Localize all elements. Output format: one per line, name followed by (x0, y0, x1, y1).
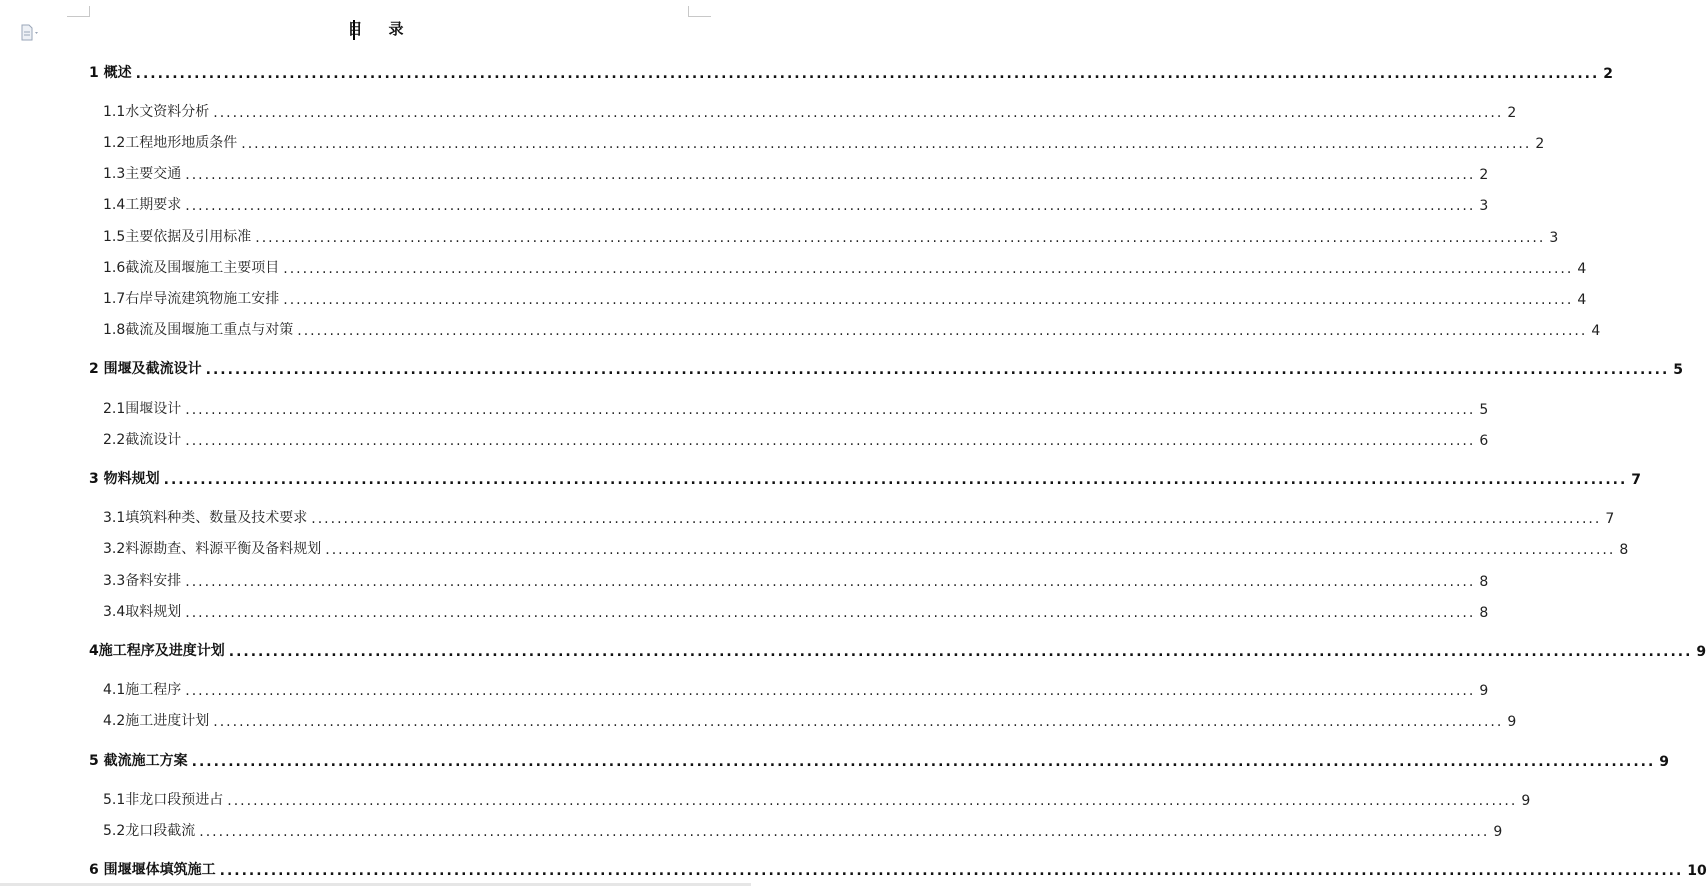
toc-leader-dots: ........................................................................................................................................................................................................ (205, 362, 1670, 378)
toc-section-entry[interactable] (0, 710, 1517, 730)
toc-page-number: 5 (1479, 402, 1489, 418)
toc-entry-label: 4.2施工进度计划 (103, 713, 210, 729)
toc-leader-dots: ........................................................................................................................................................................................................ (213, 714, 1504, 730)
toc-section-entry[interactable] (0, 789, 1531, 809)
toc-entry-label: 4.1施工程序 (103, 682, 182, 698)
toc-page-number: 3 (1549, 230, 1559, 246)
toc-section-entry[interactable] (0, 398, 1489, 418)
toc-page-number: 2 (1507, 105, 1517, 121)
toc-leader-dots: ........................................................................................................................................................................................................ (185, 167, 1476, 183)
toc-section-entry[interactable] (0, 601, 1489, 621)
toc-entry-label: 2.2截流设计 (103, 432, 182, 448)
toc-leader-dots: ........................................................................................................................................................................................................ (325, 542, 1616, 558)
toc-entry-label: 4施工程序及进度计划 (89, 643, 225, 659)
toc-entry-label: 1.4工期要求 (103, 197, 182, 213)
toc-entry-label: 5.1非龙口段预进占 (103, 792, 224, 808)
toc-section-entry[interactable] (0, 132, 1545, 152)
toc-page-number: 2 (1603, 66, 1614, 82)
toc-leader-dots: ........................................................................................................................................................................................................ (135, 66, 1600, 82)
page-title (0, 18, 751, 39)
toc-leader-dots: ........................................................................................................................................................................................................ (283, 292, 1574, 308)
toc-page-number: 2 (1535, 136, 1545, 152)
toc-leader-dots: ........................................................................................................................................................................................................ (191, 754, 1656, 770)
toc-entry-label: 1.5主要依据及引用标准 (103, 229, 252, 245)
toc-entry-label: 6 围堰堰体填筑施工 (89, 862, 216, 878)
toc-page-number: 5 (1673, 362, 1684, 378)
toc-section-entry[interactable] (0, 538, 1629, 558)
toc-page-number: 10 (1687, 863, 1707, 879)
toc-chapter-entry[interactable] (0, 640, 1707, 660)
toc-section-entry[interactable] (0, 288, 1587, 308)
title-char: 录 (388, 20, 404, 38)
toc-page-number: 9 (1507, 714, 1517, 730)
toc-section-entry[interactable] (0, 507, 1615, 527)
toc-page-number: 4 (1591, 323, 1601, 339)
toc-section-entry[interactable] (0, 679, 1489, 699)
toc-page-number: 6 (1479, 433, 1489, 449)
toc-leader-dots: ........................................................................................................................................................................................................ (228, 644, 1693, 660)
toc-chapter-entry[interactable] (0, 750, 1670, 770)
toc-leader-dots: ........................................................................................................................................................................................................ (185, 198, 1476, 214)
toc-page-number: 9 (1659, 754, 1670, 770)
toc-entry-label: 1.8截流及围堰施工重点与对策 (103, 322, 294, 338)
toc-section-entry[interactable] (0, 820, 1503, 840)
toc-page-number: 9 (1493, 824, 1503, 840)
toc-entry-label: 1.1水文资料分析 (103, 104, 210, 120)
toc-leader-dots: ........................................................................................................................................................................................................ (297, 323, 1588, 339)
toc-entry-label: 1.2工程地形地质条件 (103, 135, 238, 151)
toc-page-number: 9 (1521, 793, 1531, 809)
toc-page-number: 8 (1479, 605, 1489, 621)
toc-section-entry[interactable] (0, 319, 1601, 339)
toc-page-number: 8 (1619, 542, 1629, 558)
toc-entry-label: 2.1围堰设计 (103, 401, 182, 417)
toc-page-number: 7 (1631, 472, 1642, 488)
toc-page-number: 9 (1479, 683, 1489, 699)
toc-section-entry[interactable] (0, 194, 1489, 214)
toc-entry-label: 3.3备料安排 (103, 573, 182, 589)
toc-chapter-entry[interactable] (0, 62, 1614, 82)
toc-page-number: 2 (1479, 167, 1489, 183)
toc-leader-dots: ........................................................................................................................................................................................................ (283, 261, 1574, 277)
margin-corner-mark (688, 6, 711, 17)
toc-section-entry[interactable] (0, 163, 1489, 183)
toc-leader-dots: ........................................................................................................................................................................................................ (185, 605, 1476, 621)
toc-entry-label: 3.1填筑料种类、数量及技术要求 (103, 510, 308, 526)
toc-leader-dots: ........................................................................................................................................................................................................ (163, 472, 1628, 488)
toc-leader-dots: ........................................................................................................................................................................................................ (255, 230, 1546, 246)
toc-entry-label: 5.2龙口段截流 (103, 823, 196, 839)
toc-entry-label: 1.7右岸导流建筑物施工安排 (103, 291, 280, 307)
toc-leader-dots: ........................................................................................................................................................................................................ (213, 105, 1504, 121)
toc-leader-dots: ........................................................................................................................................................................................................ (227, 793, 1518, 809)
toc-leader-dots: ........................................................................................................................................................................................................ (185, 574, 1476, 590)
toc-entry-label: 5 截流施工方案 (89, 753, 188, 769)
toc-section-entry[interactable] (0, 570, 1489, 590)
toc-section-entry[interactable] (0, 429, 1489, 449)
toc-entry-label: 2 围堰及截流设计 (89, 361, 202, 377)
title-char: 目 (347, 20, 363, 38)
toc-chapter-entry[interactable] (0, 358, 1684, 378)
toc-entry-label: 1.3主要交通 (103, 166, 182, 182)
toc-entry-label: 3.2料源勘查、料源平衡及备料规划 (103, 541, 322, 557)
toc-leader-dots: ........................................................................................................................................................................................................ (199, 824, 1490, 840)
toc-page-number: 4 (1577, 292, 1587, 308)
toc-section-entry[interactable] (0, 226, 1559, 246)
toc-entry-label: 1 概述 (89, 65, 132, 81)
toc-section-entry[interactable] (0, 257, 1587, 277)
toc-chapter-entry[interactable] (0, 859, 1707, 879)
toc-leader-dots: ........................................................................................................................................................................................................ (311, 511, 1602, 527)
toc-page-number: 8 (1479, 574, 1489, 590)
toc-page-number: 7 (1605, 511, 1615, 527)
margin-corner-mark (67, 6, 90, 17)
toc-page-number: 4 (1577, 261, 1587, 277)
toc-section-entry[interactable] (0, 101, 1517, 121)
toc-chapter-entry[interactable] (0, 468, 1642, 488)
toc-leader-dots: ........................................................................................................................................................................................................ (219, 863, 1684, 879)
toc-page-number: 3 (1479, 198, 1489, 214)
toc-page-number: 9 (1696, 644, 1707, 660)
toc-entry-label: 3 物料规划 (89, 471, 160, 487)
toc-entry-label: 1.6截流及围堰施工主要项目 (103, 260, 280, 276)
toc-leader-dots: ........................................................................................................................................................................................................ (241, 136, 1532, 152)
toc-leader-dots: ........................................................................................................................................................................................................ (185, 433, 1476, 449)
toc-leader-dots: ........................................................................................................................................................................................................ (185, 402, 1476, 418)
toc-leader-dots: ........................................................................................................................................................................................................ (185, 683, 1476, 699)
toc-entry-label: 3.4取料规划 (103, 604, 182, 620)
